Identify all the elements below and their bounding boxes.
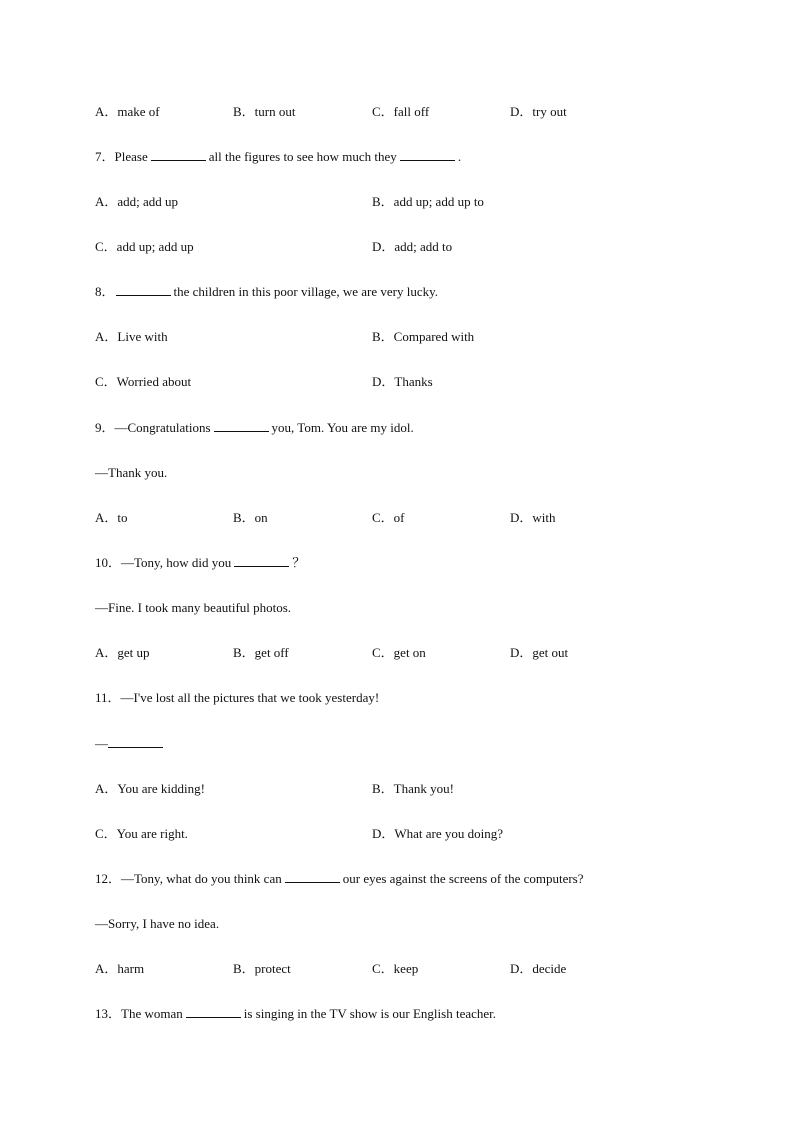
q10-option-c: C．get on <box>372 645 426 660</box>
q8-option-b: B．Compared with <box>372 329 475 344</box>
q11-blank <box>108 736 163 748</box>
q9-option-b: B．on <box>233 510 268 525</box>
q10-option-b: B．get off <box>233 645 289 660</box>
q9-text-2: you, Tom. You are my idol. <box>271 420 414 435</box>
q12-reply: —Sorry, I have no idea. <box>95 916 220 931</box>
q7-option-d: D．add; add to <box>372 239 453 254</box>
q6-option-d: D．try out <box>510 104 567 119</box>
q7-option-b: B．add up; add up to <box>372 194 484 209</box>
q10-option-a: A．get up <box>95 645 150 660</box>
q12-text-1: 12．—Tony, what do you think can <box>95 871 282 886</box>
q9-option-d: D．with <box>510 510 556 525</box>
q9-text-1: 9．—Congratulations <box>95 420 211 435</box>
q13-stem <box>95 1006 496 1022</box>
q11-dash: — <box>95 736 108 751</box>
q7-text-3: . <box>457 149 462 164</box>
q6-option-a: A．make of <box>95 104 160 119</box>
q9-reply: —Thank you. <box>95 465 168 480</box>
q13-text-1: 13．The woman <box>95 1006 183 1021</box>
q11-option-c: C．You are right. <box>95 826 188 841</box>
q7-text-2: all the figures to see how much they <box>208 149 397 164</box>
q12-option-a: A．harm <box>95 961 145 976</box>
q8-stem <box>95 284 438 300</box>
q8-number: 8． <box>95 284 115 299</box>
q10-text-2: ？ <box>292 555 306 570</box>
q13-text-2: is singing in the TV show is our English teacher. <box>243 1006 497 1021</box>
q12-text-2: our eyes against the screens of the computers? <box>342 871 584 886</box>
q9-stem <box>95 420 414 436</box>
q12-option-c: C．keep <box>372 961 419 976</box>
q6-option-b: B．turn out <box>233 104 296 119</box>
q9-blank <box>214 420 269 432</box>
q10-stem <box>95 555 305 571</box>
q9-option-c: C．of <box>372 510 405 525</box>
q8-option-c: C．Worried about <box>95 374 192 389</box>
q11-option-b: B．Thank you! <box>372 781 454 796</box>
q11-stem: 11．—I've lost all the pictures that we took yesterday! <box>95 690 380 705</box>
q11-response <box>95 736 166 752</box>
q7-blank-2 <box>400 149 455 161</box>
q10-option-d: D．get out <box>510 645 569 660</box>
q6-option-c: C．fall off <box>372 104 430 119</box>
q7-stem <box>95 149 461 165</box>
q7-text-1: 7．Please <box>95 149 148 164</box>
q9-option-a: A．to <box>95 510 128 525</box>
q7-option-c: C．add up; add up <box>95 239 194 254</box>
q8-option-a: A．Live with <box>95 329 168 344</box>
q10-text-1: 10．—Tony, how did you <box>95 555 232 570</box>
q10-reply: —Fine. I took many beautiful photos. <box>95 600 292 615</box>
q13-blank <box>186 1006 241 1018</box>
q7-blank-1 <box>151 149 206 161</box>
q11-option-d: D．What are you doing? <box>372 826 504 841</box>
q7-option-a: A．add; add up <box>95 194 179 209</box>
q8-option-d: D．Thanks <box>372 374 433 389</box>
q11-option-a: A．You are kidding! <box>95 781 205 796</box>
q10-blank <box>234 555 289 567</box>
q12-stem <box>95 871 584 887</box>
q12-blank <box>285 871 340 883</box>
q8-blank <box>116 284 171 296</box>
q8-text: the children in this poor village, we are very lucky. <box>173 284 439 299</box>
q12-option-b: B．protect <box>233 961 291 976</box>
q12-option-d: D．decide <box>510 961 567 976</box>
